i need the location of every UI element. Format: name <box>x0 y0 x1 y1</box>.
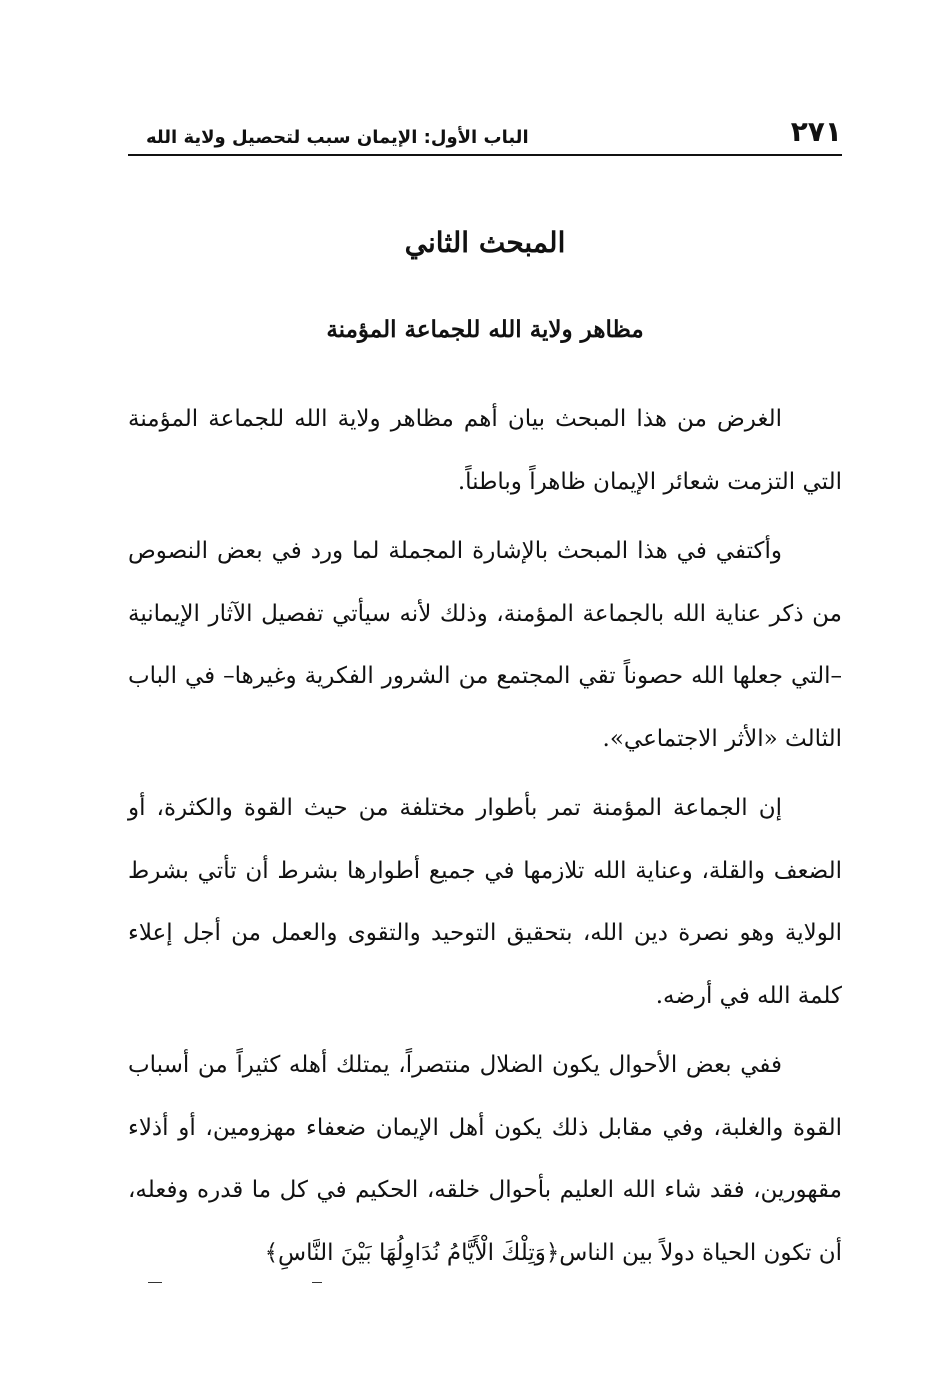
running-title: الباب الأول: الإيمان سبب لتحصيل ولاية الله <box>146 127 529 148</box>
body-text <box>128 388 842 1291</box>
paragraph-scope: وأكتفي في هذا المبحث بالإشارة المجملة لما ورد في بعض النصوص من ذكر عناية الله بالجماعة المؤمنة، وذلك لأنه سيأتي تفصيل الآثار الإيمانية –التي جعلها الله حصوناً تقي المجتمع من الشرور الفكرية وغيرها– في الباب الثالث «الأثر الاجتماعي». <box>128 538 842 752</box>
paragraph-alternation: ففي بعض الأحوال يكون الضلال منتصراً، يمتلك أهله كثيراً من أسباب القوة والغلبة، وفي مقابل ذلك يكون أهل الإيمان ضعفاء مهزومين، أو أذلاء مقهورين، فقد شاء الله العليم بأحوال خلقه، الحكيم في كل ما قدره وفعله، أن تكون الحياة دولاً بين الناس﴿وَتِلْكَ الْأَيَّامُ نُدَاوِلُهَا بَيْنَ النَّاسِ﴾ <box>128 1052 842 1266</box>
page-bottom-marks <box>128 1282 842 1284</box>
section-heading: المبحث الثاني <box>404 226 566 259</box>
running-header <box>128 112 842 156</box>
mark-left <box>148 1282 162 1283</box>
page-number: ٢٧١ <box>790 115 842 148</box>
mark-right <box>312 1282 322 1283</box>
section-subheading: مظاهر ولاية الله للجماعة المؤمنة <box>326 316 644 343</box>
paragraph-purpose: الغرض من هذا المبحث بيان أهم مظاهر ولاية الله للجماعة المؤمنة التي التزمت شعائر الإيمان ظاهراً وباطناً. <box>128 406 842 495</box>
paragraph-phases: إن الجماعة المؤمنة تمر بأطوار مختلفة من حيث القوة والكثرة، أو الضعف والقلة، وعناية الله تلازمها في جميع أطوارها بشرط أن تأتي بشرط الولاية وهو نصرة دين الله، بتحقيق التوحيد والتقوى والعمل من أجل إعلاء كلمة الله في أرضه. <box>128 795 842 1009</box>
